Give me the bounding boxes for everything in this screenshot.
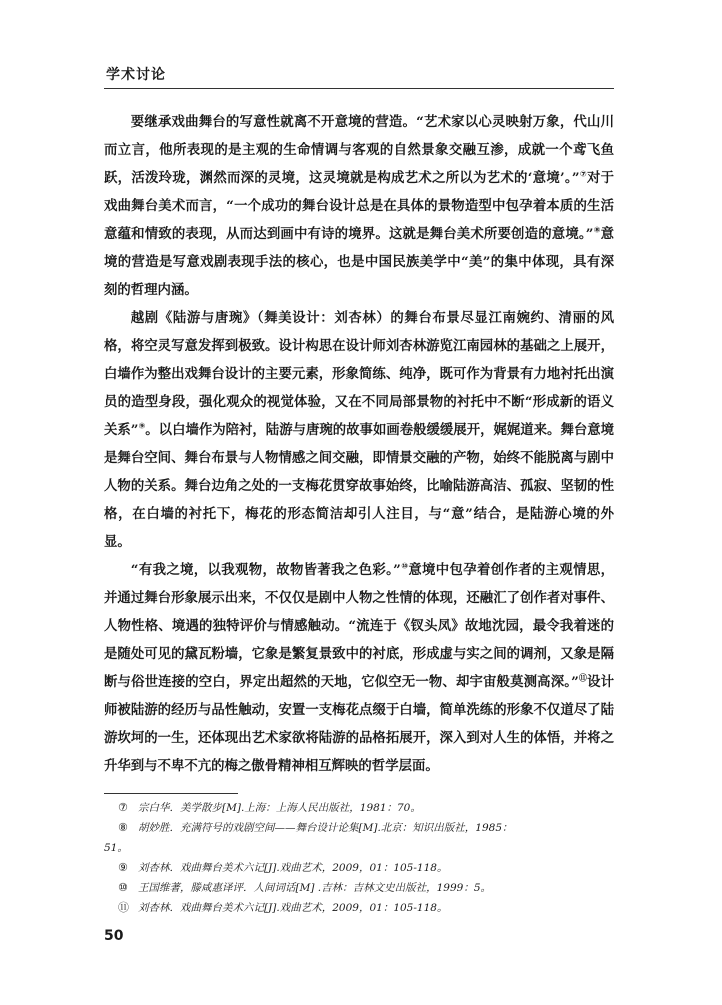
footnote-separator xyxy=(104,793,238,794)
footnote-ref-11[interactable]: ⑪ xyxy=(578,673,588,683)
footnote-ref-10[interactable]: ⑩ xyxy=(400,561,409,571)
footnotes xyxy=(104,798,614,918)
footnote-9: ⑨ 刘杏林．戏曲舞台美术六记[J].戏曲艺术，2009，01：105-118。 xyxy=(118,861,448,874)
paragraph-2: 越剧《陆游与唐琬》（舞美设计：刘杏林）的舞台布景尽显江南婉约、清丽的风格，将空灵写意发挥到极致。设计构思在设计师刘杏林游览江南园林的基础之上展开，白墙作为整出戏舞台设计的主要元素，形象简练、纯净，既可作为背景有力地衬托出演员的造型身段，强化观众的视觉体验，又在不同局部景物的衬托中不断“形成新的语义关系”⑨。以白墙作为陪衬，陆游与唐琬的故事如画卷般缓缓展开，娓娓道来。舞台意境是舞台空间、舞台布景与人物情感之间交融，即情景交融的产物，始终不能脱离与剧中人物的关系。舞台边角之处的一支梅花贯穿故事始终，比喻陆游高洁、孤寂、坚韧的性格，在白墙的衬托下，梅花的形态简洁却引人注目，与“意”结合，是陆游心境的外显。 xyxy=(104,310,615,550)
footnote-10: ⑩ 王国维著，滕咸惠译评．人间词话[M] .吉林：吉林文史出版社，1999：5。 xyxy=(118,881,492,894)
footnote-ref-9[interactable]: ⑨ xyxy=(138,421,146,431)
header-rule xyxy=(104,88,614,89)
footnote-11: ⑪ 刘杏林．戏曲舞台美术六记[J].戏曲艺术，2009，01：105-118。 xyxy=(118,901,448,914)
article-body xyxy=(104,108,614,780)
running-head-title: 学术讨论 xyxy=(106,67,166,83)
paragraph-3: “有我之境，以我观物，故物皆著我之色彩。”⑩意境中包孕着创作者的主观情思，并通过舞台形象展示出来，不仅仅是剧中人物之性情的体现，还融汇了创作者对事件、人物性格、境遇的独特评价与情感触动。“流连于《钗头凤》故地沈园，最令我着迷的是随处可见的黛瓦粉墙，它象是繁复景致中的衬底，形成虚与实之间的调剂，又象是隔断与俗世连接的空白，界定出超然的天地，它似空无一物、却宇宙般莫测高深。”⑪设计师被陆游的经历与品性触动，安置一支梅花点缀于白墙，简单洗练的形象不仅道尽了陆游坎坷的一生，还体现出艺术家欲将陆游的品格拓展开，深入到对人生的体悟，并将之升华到与不卑不亢的梅之傲骨精神相互辉映的哲学层面。 xyxy=(104,561,615,774)
footnote-7: ⑦ 宗白华．美学散步[M].上海：上海人民出版社，1981：70。 xyxy=(118,801,421,814)
footnote-8: ⑧ 胡妙胜．充满符号的戏剧空间——舞台设计论集[M].北京：知识出版社，1985： xyxy=(118,821,513,834)
page-number: 50 xyxy=(104,928,124,944)
footnote-ref-7[interactable]: ⑦ xyxy=(579,169,587,179)
paragraph-1: 要继承戏曲舞台的写意性就离不开意境的营造。“艺术家以心灵映射万象，代山川而立言，他所表现的是主观的生命情调与客观的自然景象交融互渗，成就一个鸢飞鱼跃，活泼玲珑，渊然而深的灵境，这灵境就是构成艺术之所以为艺术的‘意境’。”⑦对于戏曲舞台美术而言，“一个成功的舞台设计总是在具体的景物造型中包孕着本质的生活意蕴和情致的表现，从而达到画中有诗的境界。这就是舞台美术所要创造的意境。”⑧意境的营造是写意戏剧表现手法的核心，也是中国民族美学中“美”的集中体现，具有深刻的哲理内涵。 xyxy=(104,114,615,298)
footnote-ref-8[interactable]: ⑧ xyxy=(593,225,601,235)
footnote-8-continued: 51。 xyxy=(104,842,128,854)
